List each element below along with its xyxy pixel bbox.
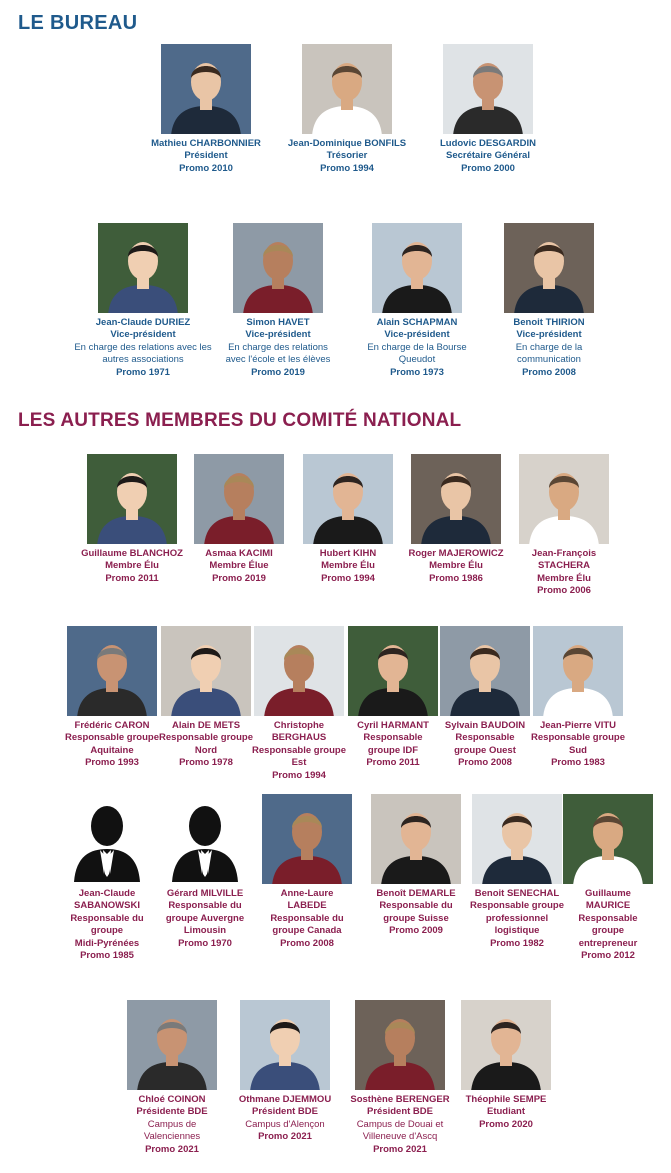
member-name: Sylvain BAUDOIN [444,720,526,731]
member-card [62,626,162,770]
member-photo [411,454,501,544]
member-card [435,626,535,770]
member-photo [461,1000,551,1090]
member-promo: Promo 2008 [458,757,512,769]
member-promo: Promo 1982 [490,937,544,949]
member-role: Membre Élu [429,560,483,572]
member-photo [443,44,533,134]
member-photo [372,223,462,313]
member-photo [303,454,393,544]
member-promo: Promo 1983 [551,757,605,769]
member-name: Gérard MILVILLE [166,888,244,899]
member-name: Simon HAVET [246,317,310,328]
member-name: Jean-Dominique BONFILS [287,138,407,149]
member-name: Guillaume BLANCHOZ [81,548,183,559]
member-photo [262,794,352,884]
member-card [155,794,255,950]
member-card [563,794,653,962]
member-name: Benoit SENECHAL [474,888,560,899]
member-role: Président [184,150,228,162]
member-card [57,794,157,962]
member-role: Membre Élu [537,572,591,584]
member-photo [440,626,530,716]
member-card [423,44,553,175]
silhouette-icon [160,794,250,884]
member-photo [472,794,562,884]
member-name: Frédéric CARON [74,720,150,731]
member-promo: Promo 1973 [390,366,444,378]
member-description: En charge des relations avec l'école et les élèves [225,341,331,366]
member-photo [504,223,594,313]
member-card [230,1000,340,1144]
member-photo [127,1000,217,1090]
member-role: Présidente BDE [136,1106,208,1118]
member-promo: Promo 2021 [145,1143,199,1155]
member-role: Responsable groupe Nord [159,732,253,756]
member-photo [563,794,653,884]
member-card [77,454,187,585]
member-role: Responsable groupe Est [252,744,346,769]
member-role: Président BDE [367,1106,433,1118]
member-name: Benoit THIRION [513,317,585,328]
member-card [507,454,622,598]
member-photo [254,626,344,716]
member-photo [302,44,392,134]
member-card [282,44,412,175]
member-role: Responsable du groupe Midi-Pyrénées [70,912,144,949]
member-card [528,626,628,770]
member-role: Membre Élu [105,560,159,572]
member-promo: Promo 1994 [272,769,326,781]
member-description: En charge de la communication [515,341,583,366]
member-description: Campus d'Alençon [245,1118,325,1130]
member-card [451,1000,561,1131]
member-photo [533,626,623,716]
member-name: Benoît DEMARLE [376,888,456,899]
member-card [141,44,271,175]
member-promo: Promo 2008 [280,937,334,949]
member-name: Jean-Claude SABANOWSKI [74,888,140,912]
member-name: Cyril HARMANT [357,720,429,731]
member-role: Vice-président [384,329,450,341]
member-name: Anne-Laure LABEDE [280,888,334,912]
member-description: Campus de Valenciennes [143,1118,201,1143]
member-promo: Promo 2009 [389,925,443,937]
member-name: Théophile SEMPE [465,1094,547,1105]
member-promo: Promo 1993 [85,757,139,769]
member-name: Alain DE METS [171,720,241,731]
member-card [249,626,349,782]
member-role: Responsable du groupe Auvergne Limousin [165,900,245,937]
member-name: Chloé COINON [138,1094,206,1105]
member-promo: Promo 1994 [320,162,374,174]
member-photo [348,626,438,716]
member-promo: Promo 2021 [373,1143,427,1155]
member-promo: Promo 1978 [179,757,233,769]
member-promo: Promo 1970 [178,937,232,949]
member-promo: Promo 2011 [105,572,159,584]
member-role: Responsable groupe Aquitaine [65,732,159,756]
member-promo: Promo 1986 [429,572,483,584]
member-name: Alain SCHAPMAN [376,317,458,328]
bureau-section-title: LE BUREAU [18,12,138,34]
member-promo: Promo 1985 [80,950,134,962]
member-role: Secrétaire Général [446,150,530,162]
member-role: Responsable groupe Ouest [454,732,516,756]
member-role: Trésorier [326,150,368,162]
member-role: Etudiant [487,1106,525,1118]
member-role: Responsable groupe IDF [363,732,423,756]
member-photo [98,223,188,313]
member-card [345,1000,455,1156]
member-card [68,223,218,379]
member-name: Roger MAJEROWICZ [408,548,504,559]
member-photo [371,794,461,884]
member-role: Vice-président [110,329,176,341]
member-role: Membre Élu [321,560,375,572]
member-promo: Promo 1971 [116,366,170,378]
member-name: Jean-Claude DURIEZ [95,317,191,328]
member-description: En charge des relations avec les autres associations [74,341,212,366]
member-card [257,794,357,950]
member-photo [519,454,609,544]
member-card [293,454,403,585]
member-name: Hubert KIHN [319,548,377,559]
member-photo [355,1000,445,1090]
member-promo: Promo 2012 [581,950,635,962]
member-photo [161,44,251,134]
member-name: Jean-François STACHERA [531,548,597,572]
member-card [343,626,443,770]
member-role: Responsable groupe entrepreneur [578,912,638,949]
member-name: Guillaume MAURICE [585,888,631,912]
member-card [494,223,604,379]
member-name: Mathieu CHARBONNIER [151,138,261,149]
member-card [156,626,256,770]
member-role: Responsable groupe Sud [531,732,625,756]
member-promo: Promo 2000 [461,162,515,174]
comite-section-title: LES AUTRES MEMBRES DU COMITÉ NATIONAL [18,410,462,431]
member-photo [161,626,251,716]
member-promo: Promo 1994 [321,572,375,584]
member-card [366,794,466,938]
member-promo: Promo 2019 [212,572,266,584]
member-card [357,223,477,379]
member-card [218,223,338,379]
member-card [184,454,294,585]
silhouette-icon [62,794,152,884]
member-promo: Promo 2019 [251,366,305,378]
member-name: Jean-Pierre VITU [539,720,617,731]
member-photo [233,223,323,313]
member-photo [87,454,177,544]
member-photo [194,454,284,544]
member-role: Vice-président [516,329,582,341]
member-promo: Promo 2020 [479,1118,533,1130]
member-name: Sosthène BERENGER [350,1094,450,1105]
member-description: Campus de Douai et Villeneuve d'Ascq [356,1118,444,1143]
member-role: Membre Élue [209,560,269,572]
member-promo: Promo 2011 [366,757,420,769]
member-name: Christophe BERGHAUS [271,720,327,744]
member-role: Vice-président [245,329,311,341]
member-promo: Promo 2006 [537,585,591,597]
member-promo: Promo 2010 [179,162,233,174]
member-description: En charge de la Bourse Queudot [367,341,467,366]
member-name: Othmane DJEMMOU [238,1094,332,1105]
member-role: Responsable du groupe Canada [270,912,344,937]
member-photo [67,626,157,716]
member-role: Responsable groupe professionnel logistique [470,900,564,937]
member-name: Asmaa KACIMI [205,548,273,559]
member-promo: Promo 2008 [522,366,576,378]
member-role: Responsable du groupe Suisse [379,900,453,924]
member-card [401,454,511,585]
member-name: Ludovic DESGARDIN [439,138,537,149]
member-card [117,1000,227,1156]
member-card [467,794,567,950]
member-promo: Promo 2021 [258,1131,312,1143]
member-role: Président BDE [252,1106,318,1118]
member-photo [240,1000,330,1090]
